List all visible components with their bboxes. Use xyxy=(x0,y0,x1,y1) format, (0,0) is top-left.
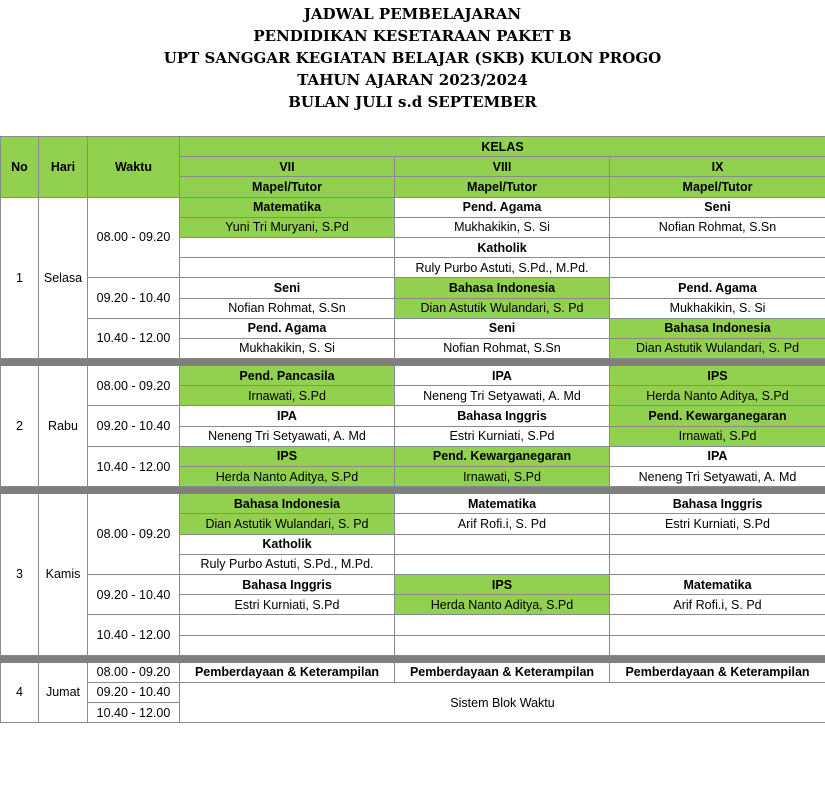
table-row xyxy=(1,318,825,338)
tutor-cell: Estri Kurniati, S.Pd xyxy=(180,595,395,615)
subject-cell: Matematika xyxy=(180,197,395,217)
subject-cell: IPA xyxy=(610,446,825,466)
subject-cell: IPS xyxy=(395,574,610,594)
subject-cell: Bahasa Indonesia xyxy=(180,494,395,514)
title-line-1: JADWAL PEMBELAJARAN xyxy=(303,5,522,23)
tutor-cell: Irnawati, S.Pd xyxy=(610,426,825,446)
tutor-cell: Neneng Tri Setyawati, A. Md xyxy=(610,467,825,487)
document-title-block xyxy=(0,0,825,113)
tutor-cell: Herda Nanto Aditya, S.Pd xyxy=(610,386,825,406)
header-mapel: Mapel/Tutor xyxy=(180,177,395,197)
subject-cell: Pend. Agama xyxy=(610,278,825,298)
tutor-cell: Mukhakikin, S. Si xyxy=(180,338,395,358)
tutor-cell: Neneng Tri Setyawati, A. Md xyxy=(180,426,395,446)
day-number: 4 xyxy=(1,662,39,723)
separator-cell xyxy=(1,655,825,662)
empty-cell xyxy=(395,635,610,655)
tutor-cell: Estri Kurniati, S.Pd xyxy=(610,514,825,534)
day-separator xyxy=(1,655,825,662)
subject-cell: Bahasa Inggris xyxy=(610,494,825,514)
time-slot: 09.20 - 10.40 xyxy=(88,682,180,702)
empty-cell xyxy=(180,615,395,635)
subject-cell: Katholik xyxy=(395,237,610,257)
header-kelas: KELAS xyxy=(180,137,825,157)
empty-cell xyxy=(180,635,395,655)
tutor-cell: Irnawati, S.Pd xyxy=(395,467,610,487)
empty-cell xyxy=(395,554,610,574)
tutor-cell: Mukhakikin, S. Si xyxy=(395,217,610,237)
table-row xyxy=(1,662,825,682)
empty-cell xyxy=(180,237,395,257)
subject-cell: Pend. Kewarganegaran xyxy=(395,446,610,466)
tutor-cell: Yuni Tri Muryani, S.Pd xyxy=(180,217,395,237)
day-separator xyxy=(1,359,825,366)
tutor-cell: Irnawati, S.Pd xyxy=(180,386,395,406)
day-separator xyxy=(1,487,825,494)
day-number: 3 xyxy=(1,494,39,656)
subject-cell: Katholik xyxy=(180,534,395,554)
subject-cell: Matematika xyxy=(610,574,825,594)
day-name: Jumat xyxy=(39,662,88,723)
header-class-viii: VIII xyxy=(395,157,610,177)
title-line-5: BULAN JULI s.d SEPTEMBER xyxy=(288,93,537,111)
table-row xyxy=(1,494,825,514)
table-row xyxy=(1,574,825,594)
subject-cell: Pend. Kewarganegaran xyxy=(610,406,825,426)
time-slot: 08.00 - 09.20 xyxy=(88,197,180,278)
schedule-table xyxy=(0,136,825,723)
tutor-cell: Nofian Rohmat, S.Sn xyxy=(610,217,825,237)
subject-cell: Matematika xyxy=(395,494,610,514)
day-name: Selasa xyxy=(39,197,88,359)
header-mapel: Mapel/Tutor xyxy=(395,177,610,197)
empty-cell xyxy=(395,534,610,554)
empty-cell xyxy=(610,237,825,257)
tutor-cell: Estri Kurniati, S.Pd xyxy=(395,426,610,446)
tutor-cell: Herda Nanto Aditya, S.Pd xyxy=(395,595,610,615)
title-line-2: PENDIDIKAN KESETARAAN PAKET B xyxy=(253,27,572,45)
table-row xyxy=(1,366,825,386)
subject-cell: Bahasa Indonesia xyxy=(610,318,825,338)
subject-cell: IPS xyxy=(610,366,825,386)
time-slot: 10.40 - 12.00 xyxy=(88,446,180,486)
header-class-vii: VII xyxy=(180,157,395,177)
subject-cell: IPA xyxy=(395,366,610,386)
empty-cell xyxy=(610,615,825,635)
time-slot: 09.20 - 10.40 xyxy=(88,574,180,614)
subject-cell: Pend. Pancasila xyxy=(180,366,395,386)
time-slot: 10.40 - 12.00 xyxy=(88,615,180,655)
header-class-ix: IX xyxy=(610,157,825,177)
title-line-4: TAHUN AJARAN 2023/2024 xyxy=(297,71,528,89)
table-row xyxy=(1,406,825,426)
tutor-cell: Herda Nanto Aditya, S.Pd xyxy=(180,467,395,487)
subject-cell: Pemberdayaan & Keterampilan xyxy=(180,662,395,682)
tutor-cell: Ruly Purbo Astuti, S.Pd., M.Pd. xyxy=(395,258,610,278)
time-slot: 09.20 - 10.40 xyxy=(88,278,180,318)
header-mapel: Mapel/Tutor xyxy=(610,177,825,197)
block-schedule-note: Sistem Blok Waktu xyxy=(180,682,825,722)
subject-cell: Bahasa Inggris xyxy=(395,406,610,426)
tutor-cell: Mukhakikin, S. Si xyxy=(610,298,825,318)
day-name: Rabu xyxy=(39,366,88,487)
title-line-3: UPT SANGGAR KEGIATAN BELAJAR (SKB) KULON PROGO xyxy=(163,49,662,67)
separator-cell xyxy=(1,359,825,366)
tutor-cell: Neneng Tri Setyawati, A. Md xyxy=(395,386,610,406)
empty-cell xyxy=(180,258,395,278)
subject-cell: Seni xyxy=(395,318,610,338)
subject-cell: Seni xyxy=(180,278,395,298)
tutor-cell: Ruly Purbo Astuti, S.Pd., M.Pd. xyxy=(180,554,395,574)
table-row xyxy=(1,197,825,217)
tutor-cell: Dian Astutik Wulandari, S. Pd xyxy=(610,338,825,358)
header-no: No xyxy=(1,137,39,198)
subject-cell: IPA xyxy=(180,406,395,426)
time-slot: 08.00 - 09.20 xyxy=(88,494,180,575)
table-row xyxy=(1,278,825,298)
time-slot: 10.40 - 12.00 xyxy=(88,703,180,723)
day-number: 1 xyxy=(1,197,39,359)
header-hari: Hari xyxy=(39,137,88,198)
day-number: 2 xyxy=(1,366,39,487)
subject-cell: Seni xyxy=(610,197,825,217)
day-name: Kamis xyxy=(39,494,88,656)
subject-cell: Pend. Agama xyxy=(180,318,395,338)
subject-cell: Pemberdayaan & Keterampilan xyxy=(395,662,610,682)
subject-cell: Pemberdayaan & Keterampilan xyxy=(610,662,825,682)
time-slot: 08.00 - 09.20 xyxy=(88,366,180,406)
subject-cell: Pend. Agama xyxy=(395,197,610,217)
header-waktu: Waktu xyxy=(88,137,180,198)
tutor-cell: Arif Rofi.i, S. Pd xyxy=(610,595,825,615)
table-row xyxy=(1,446,825,466)
empty-cell xyxy=(610,554,825,574)
empty-cell xyxy=(395,615,610,635)
tutor-cell: Arif Rofi.i, S. Pd xyxy=(395,514,610,534)
tutor-cell: Nofian Rohmat, S.Sn xyxy=(180,298,395,318)
subject-cell: Bahasa Inggris xyxy=(180,574,395,594)
table-row xyxy=(1,615,825,635)
time-slot: 08.00 - 09.20 xyxy=(88,662,180,682)
time-slot: 09.20 - 10.40 xyxy=(88,406,180,446)
empty-cell xyxy=(610,635,825,655)
subject-cell: IPS xyxy=(180,446,395,466)
empty-cell xyxy=(610,258,825,278)
header-row xyxy=(1,137,825,157)
subject-cell: Bahasa Indonesia xyxy=(395,278,610,298)
time-slot: 10.40 - 12.00 xyxy=(88,318,180,358)
tutor-cell: Dian Astutik Wulandari, S. Pd xyxy=(180,514,395,534)
tutor-cell: Nofian Rohmat, S.Sn xyxy=(395,338,610,358)
empty-cell xyxy=(610,534,825,554)
tutor-cell: Dian Astutik Wulandari, S. Pd xyxy=(395,298,610,318)
separator-cell xyxy=(1,487,825,494)
